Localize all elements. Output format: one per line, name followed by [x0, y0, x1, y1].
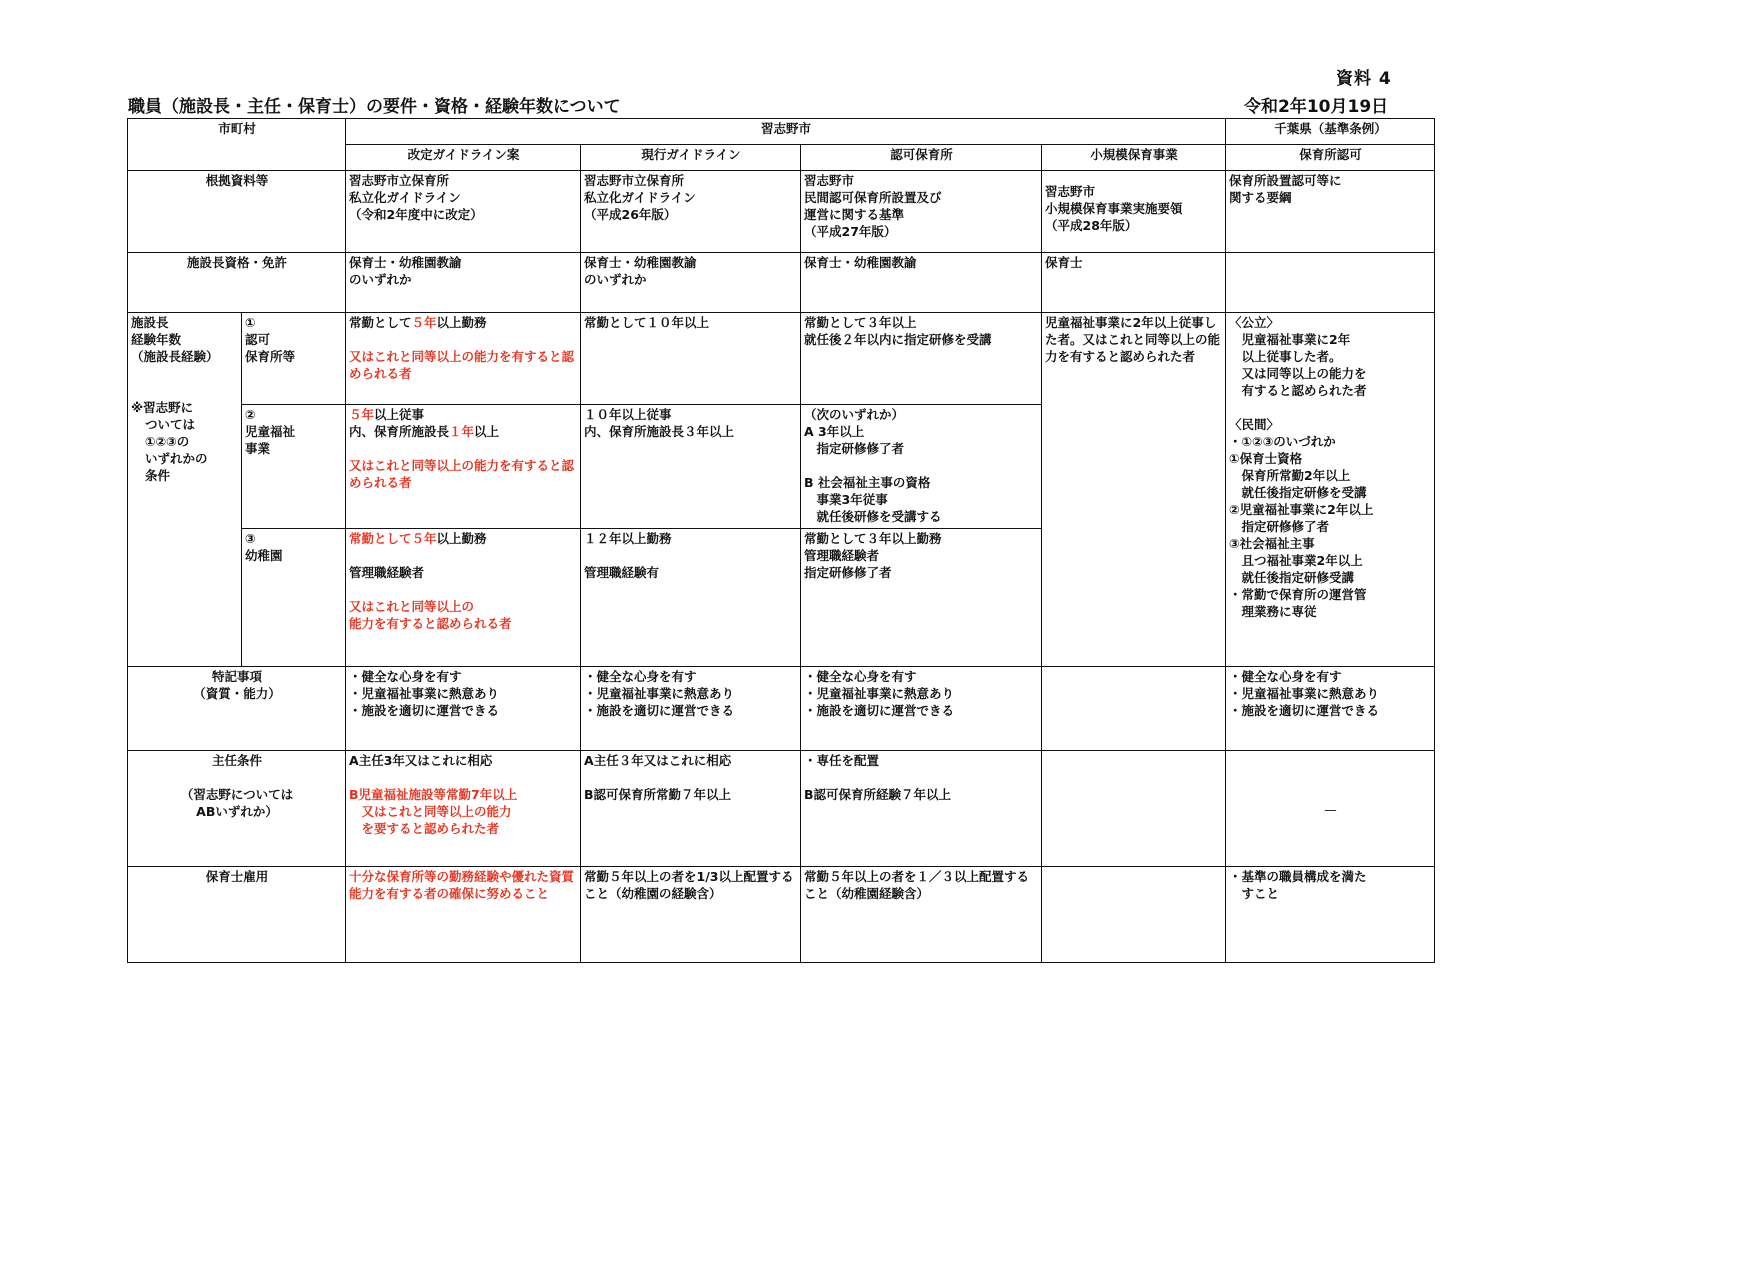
- experience-small: 児童福祉事業に2年以上従事した者。又はこれと同等以上の能力を有すると認められた者: [1042, 313, 1226, 667]
- special-small: [1042, 667, 1226, 751]
- director-license-small: 保育士: [1042, 253, 1226, 313]
- special-current: ・健全な心身を有す ・児童福祉事業に熱意あり ・施設を適切に運営できる: [581, 667, 801, 751]
- row-label-special-notes: 特記事項 （資質・能力）: [128, 667, 346, 751]
- header-licensed-nursery: 認可保育所: [801, 145, 1042, 171]
- nursery-small: [1042, 867, 1226, 963]
- experience-approval: 〈公立〉 児童福祉事業に2年 以上従事した者。 又は同等以上の能力を 有すると認められた者 〈民間〉 ・①②③のいづれか ①保育士資格 保育所常勤2年以上 就任後指定研修を受講 ②児童福祉事業に2年以上 指定研修修了者 ③社会福祉主事 且つ福祉事業2年以上 就任後指定研修受講 ・常勤で保育所の運営管 理業務に専従: [1226, 313, 1435, 667]
- document-title: 職員（施設長・主任・保育士）の要件・資格・経験年数について: [128, 97, 621, 117]
- chief-approval: —: [1226, 751, 1435, 867]
- sub-label-kindergarten: ③ 幼稚園: [242, 529, 346, 667]
- row-label-director-license: 施設長資格・免許: [128, 253, 346, 313]
- special-approval: ・健全な心身を有す ・児童福祉事業に熱意あり ・施設を適切に運営できる: [1226, 667, 1435, 751]
- chief-licensed: ・専任を配置 B認可保育所経験７年以上: [801, 751, 1042, 867]
- header-narashino: 習志野市: [346, 119, 1226, 145]
- basis-current: 習志野市立保育所 私立化ガイドライン （平成26年版）: [581, 171, 801, 253]
- sub-label-licensed-nursery: ① 認可 保育所等: [242, 313, 346, 405]
- row-label-nursery-employment: 保育士雇用: [128, 867, 346, 963]
- special-revised: ・健全な心身を有す ・児童福祉事業に熱意あり ・施設を適切に運営できる: [346, 667, 581, 751]
- nursery-current: 常勤５年以上の者を1/3以上配置すること（幼稚園の経験含）: [581, 867, 801, 963]
- director-license-licensed: 保育士・幼稚園教諭: [801, 253, 1042, 313]
- row-label-basis: 根拠資料等: [128, 171, 346, 253]
- row-label-director-experience: 施設長 経験年数 （施設長経験） ※習志野に ついては ①②③の いずれかの 条件: [128, 313, 242, 667]
- header-revised-guideline: 改定ガイドライン案: [346, 145, 581, 171]
- experience-revised-1: 常勤として５年以上勤務 又はこれと同等以上の能力を有すると認められる者: [346, 313, 581, 405]
- experience-licensed-1: 常勤として３年以上 就任後２年以内に指定研修を受講: [801, 313, 1042, 405]
- experience-current-2: １０年以上従事 内、保育所施設長３年以上: [581, 405, 801, 529]
- director-experience-note: ※習志野に: [131, 400, 194, 415]
- experience-licensed-2: （次のいずれか） A 3年以上 指定研修修了者 B 社会福祉主事の資格 事業3年従事 就任後研修を受講する: [801, 405, 1042, 529]
- experience-revised-2: ５年以上従事 内、保育所施設長１年以上 又はこれと同等以上の能力を有すると認められる者: [346, 405, 581, 529]
- basis-revised: 習志野市立保育所 私立化ガイドライン （令和2年度中に改定）: [346, 171, 581, 253]
- nursery-revised: 十分な保育所等の勤務経験や優れた資質能力を有する者の確保に努めること: [346, 867, 581, 963]
- row-label-chief-conditions: 主任条件 （習志野については ABいずれか）: [128, 751, 346, 867]
- basis-licensed: 習志野市 民間認可保育所設置及び 運営に関する基準 （平成27年版）: [801, 171, 1042, 253]
- header-small-nursery: 小規模保育事業: [1042, 145, 1226, 171]
- requirements-table: [127, 118, 1435, 963]
- header-current-guideline: 現行ガイドライン: [581, 145, 801, 171]
- header-nursery-approval: 保育所認可: [1226, 145, 1435, 171]
- document-date: 令和2年10月19日: [1244, 97, 1389, 117]
- special-licensed: ・健全な心身を有す ・児童福祉事業に熱意あり ・施設を適切に運営できる: [801, 667, 1042, 751]
- header-chiba: 千葉県（基準条例）: [1226, 119, 1435, 145]
- nursery-licensed: 常勤５年以上の者を１／３以上配置すること（幼稚園経験含）: [801, 867, 1042, 963]
- basis-approval: 保育所設置認可等に 関する要綱: [1226, 171, 1435, 253]
- document-label: 資料 4: [1336, 69, 1392, 89]
- nursery-approval: ・基準の職員構成を満た すこと: [1226, 867, 1435, 963]
- experience-licensed-3: 常勤として３年以上勤務 管理職経験者 指定研修修了者: [801, 529, 1042, 667]
- sub-label-child-welfare: ② 児童福祉 事業: [242, 405, 346, 529]
- experience-current-3: １２年以上勤務 管理職経験有: [581, 529, 801, 667]
- experience-revised-3: 常勤として５年以上勤務 管理職経験者 又はこれと同等以上の 能力を有すると認められる者: [346, 529, 581, 667]
- director-license-approval: [1226, 253, 1435, 313]
- header-municipality: 市町村: [128, 119, 346, 171]
- director-license-current: 保育士・幼稚園教諭 のいずれか: [581, 253, 801, 313]
- chief-small: [1042, 751, 1226, 867]
- experience-current-1: 常勤として１０年以上: [581, 313, 801, 405]
- basis-small: 習志野市 小規模保育事業実施要領 （平成28年版）: [1042, 171, 1226, 253]
- director-license-revised: 保育士・幼稚園教諭 のいずれか: [346, 253, 581, 313]
- chief-current: A主任３年又はこれに相応 B認可保育所常勤７年以上: [581, 751, 801, 867]
- chief-revised: A主任3年又はこれに相応 B児童福祉施設等常勤7年以上 又はこれと同等以上の能力 を要すると認められた者: [346, 751, 581, 867]
